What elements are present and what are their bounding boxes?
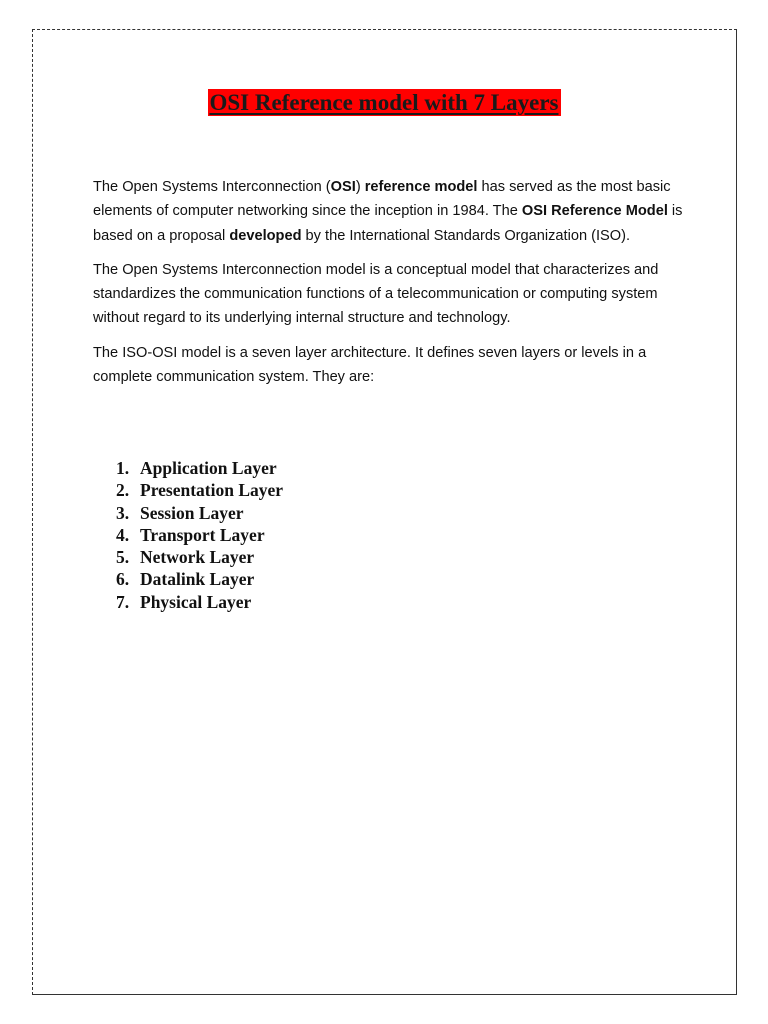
paragraph-intro [93, 175, 693, 248]
intro-text-2: ) [355, 179, 365, 195]
list-item-number: 3. [116, 502, 130, 523]
list-item-number: 1. [116, 458, 130, 478]
list-item-label: Presentation Layer [140, 480, 284, 501]
intro-text-1: The Open Systems Interconnection ( [93, 179, 331, 195]
list-item-number: 5. [116, 547, 130, 568]
list-item [116, 546, 283, 568]
list-item [116, 479, 283, 501]
list-item [116, 457, 283, 479]
paragraph-architecture: The ISO-OSI model is a seven layer architecture. It defines seven layers or levels in a complete communication system. They are: [93, 344, 647, 386]
list-item-label: Session Layer [140, 502, 244, 523]
intro-bold-reference-model: reference model [364, 179, 478, 195]
list-item-label: Physical Layer [140, 591, 252, 612]
intro-text-5: by the International Standards Organization (ISO). [301, 227, 631, 244]
intro-text-4: is based on a proposal [93, 203, 683, 244]
list-item-label: Application Layer [140, 458, 277, 478]
document-title: OSI Reference model with 7 Layers [209, 90, 559, 115]
paragraph-definition: The Open Systems Interconnection model is a conceptual model that characterizes and standardizes the communication functions of a telecommunication or computing system without regard to its underlying internal structure and technology. [93, 261, 659, 327]
intro-bold-osi-reference-model: OSI Reference Model [521, 203, 668, 220]
list-item [116, 524, 283, 546]
list-item-label: Transport Layer [140, 524, 265, 545]
list-item-number: 7. [116, 591, 130, 612]
list-item-label: Network Layer [140, 547, 255, 568]
intro-bold-developed: developed [229, 227, 302, 244]
list-item-label: Datalink Layer [140, 569, 255, 590]
list-item-number: 6. [116, 569, 130, 590]
title-container [0, 89, 768, 116]
list-item [116, 591, 283, 613]
intro-text-3: has served as the most basic elements of computer networking since the inception in 1984. The [93, 179, 671, 220]
list-item-number: 4. [116, 524, 130, 545]
document-body [93, 175, 693, 399]
layer-list [116, 457, 283, 613]
list-item [116, 568, 283, 590]
intro-bold-osi: OSI [330, 179, 356, 195]
list-item [116, 502, 283, 524]
list-item-number: 2. [116, 480, 130, 501]
